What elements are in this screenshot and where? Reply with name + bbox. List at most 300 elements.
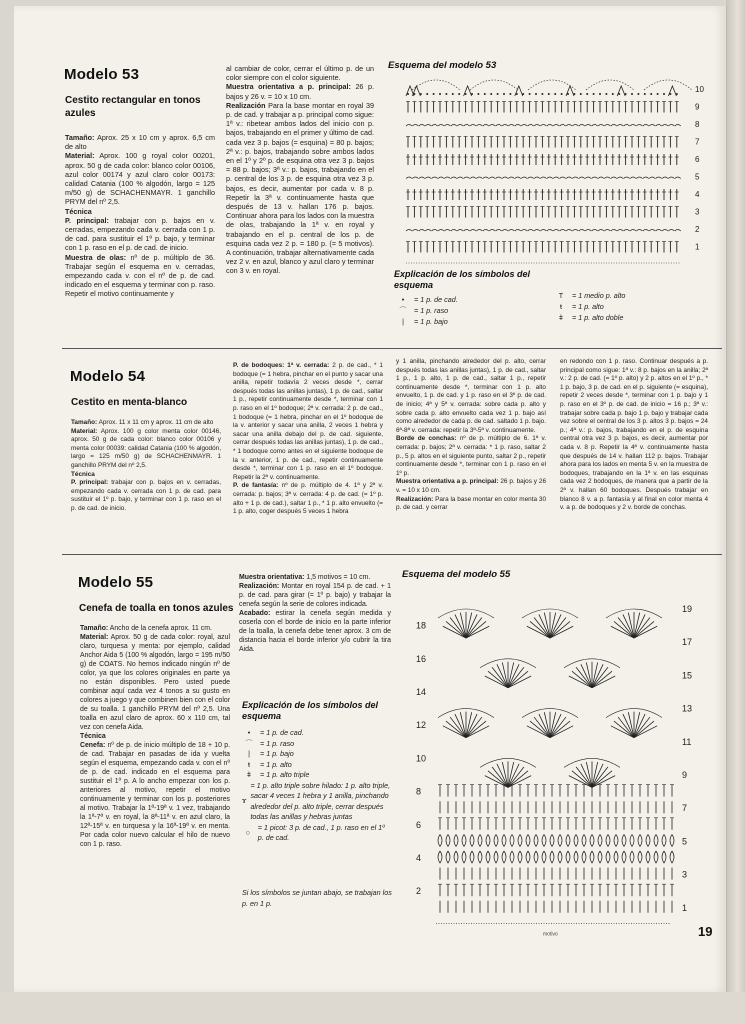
stitch-mark: [462, 834, 466, 846]
paragraph: [233, 482, 383, 516]
chain-stitch-mark: [413, 93, 415, 95]
slip-stitch-mark: [649, 230, 655, 232]
slip-stitch-mark: [553, 230, 559, 232]
model54-title: Modelo 54: [70, 368, 146, 385]
row-number: 1: [682, 902, 688, 913]
paragraph-text: nº de p. múltiplo de 6. 1ª v. cerrada: p. bajos; 2ª v. cerrada: * 1 p. raso, saltar 2 p., 5 p. altos en el siguiente punto, saltar 2 p., repetir continuamente desde *, terminar con 1 p. raso en el 1º p.: [396, 435, 546, 477]
stitch-mark: [566, 834, 570, 846]
legend-row: [242, 781, 392, 823]
paragraph-label: Muestra orientativa a p. principal:: [396, 478, 499, 486]
stitch-mark: [510, 834, 514, 846]
slip-stitch-mark: [668, 230, 674, 232]
stitch-symbol-icon: ŧ: [248, 759, 250, 769]
row-number: 9: [695, 102, 700, 112]
stitch-mark: [670, 834, 674, 846]
paragraph: [396, 358, 546, 435]
chain-stitch-mark: [465, 93, 467, 95]
stitch-mark: [574, 851, 578, 863]
chain-stitch-mark: [567, 93, 569, 95]
paragraph: [239, 573, 391, 582]
paragraph: [396, 478, 546, 495]
stitch-mark: [646, 834, 650, 846]
page-edge-right: [726, 0, 745, 1024]
slip-stitch-mark: [406, 230, 412, 232]
paragraph-label: P. de fantasía:: [233, 482, 279, 490]
legend-row: [242, 739, 392, 750]
slip-stitch-mark: [592, 230, 598, 232]
chain-stitch-mark: [573, 93, 575, 95]
chain-stitch-mark: [676, 93, 678, 95]
row-number: 8: [416, 786, 422, 797]
slip-stitch-mark: [483, 230, 489, 232]
slip-stitch-mark: [624, 230, 630, 232]
paragraph: [226, 82, 374, 100]
slip-stitch-mark: [566, 230, 572, 232]
slip-stitch-mark: [470, 177, 476, 179]
stitch-mark: [606, 834, 610, 846]
page-edge-bottom: [0, 992, 745, 1024]
paragraph-text: nº de p. de inicio múltiplo de 18 + 10 p. de cad. Trabajar en pasadas de ida y vuelta según el esquema, empezando cada v. con el nº de p. de cad. indicado en el esquema para sustituir el 1º p. A lo ancho empezar con los p. anteriores al motivo, repetir el motivo continuamente y terminar con los p. posteriores al motivo. Trabajar la 1ª-19ª v. 1 vez, trabajando la 1ª-7ª v. en royal, la 8ª-11ª v. en azul claro, la 12ª-15ª v. en turquesa y la 16ª-19ª v. en menta. Por cada color nuevo calcular el hilo de nuevo con 1 p. raso.: [80, 742, 230, 848]
stitch-mark: [598, 851, 602, 863]
paragraph: [71, 479, 221, 513]
slip-stitch-mark: [668, 177, 674, 179]
slip-stitch-mark: [649, 125, 655, 127]
slip-stitch-mark: [585, 125, 591, 127]
slip-stitch-mark: [662, 125, 668, 127]
model53-column-1: [65, 133, 215, 299]
slip-stitch-mark: [534, 125, 540, 127]
paragraph: [226, 64, 374, 82]
slip-stitch-mark: [496, 230, 502, 232]
slip-stitch-mark: [483, 177, 489, 179]
chain-stitch-mark: [586, 93, 588, 95]
chain-stitch-mark: [541, 93, 543, 95]
paragraph: [71, 419, 221, 428]
slip-stitch-mark: [547, 177, 553, 179]
row-number: 10: [695, 85, 704, 94]
slip-stitch-mark: [515, 177, 521, 179]
slip-stitch-mark: [675, 177, 681, 179]
legend-text: = 1 p. alto triple: [260, 770, 310, 779]
slip-stitch-mark: [457, 230, 463, 232]
chain-stitch-mark: [650, 93, 652, 95]
slip-stitch-mark: [617, 230, 623, 232]
paragraph: [239, 582, 391, 609]
divider: [62, 348, 722, 349]
row-number: 6: [695, 155, 700, 164]
paragraph-text: 26 p. bajos y 26 v. = 10 x 10 cm.: [396, 478, 547, 494]
model55-column-1: [80, 624, 230, 849]
paragraph: [226, 101, 374, 276]
slip-stitch-mark: [611, 230, 617, 232]
slip-stitch-mark: [464, 177, 470, 179]
slip-stitch-mark: [598, 177, 604, 179]
chain-stitch-mark: [669, 93, 671, 95]
paragraph-label: Material:: [80, 634, 109, 641]
row-number: 5: [695, 172, 700, 182]
slip-stitch-mark: [425, 177, 431, 179]
stitch-symbol-icon: |: [402, 317, 404, 326]
slip-stitch-mark: [406, 177, 412, 179]
row-number: 7: [695, 137, 700, 147]
paragraph-text: Montar en royal 154 p. de cad. + 1 p. de cad. para girar (= 1º p. bajo) y trabajar la cenefa según la serie de colores indicada.: [239, 583, 391, 608]
slip-stitch-mark: [656, 177, 662, 179]
slip-stitch-mark: [438, 177, 444, 179]
chain-stitch-mark: [433, 93, 435, 95]
slip-stitch-mark: [630, 230, 636, 232]
slip-stitch-mark: [521, 125, 527, 127]
chain-stitch-mark: [445, 93, 447, 95]
stitch-mark: [582, 851, 586, 863]
legend-row: [242, 770, 392, 781]
stitch-mark: [582, 834, 586, 846]
paragraph-text: nº de p. múltiplo de 4. 1ª y 2ª v. cerrada: p. bajos; 3ª v. cerrada: 4 p. de cad. (= 1º p. alto + 1 p. de cad.), saltar 1 p., * 1 p. alto envuelto (= 1 p. alto, coger después 5 veces 1 hebra: [233, 482, 383, 516]
slip-stitch-mark: [444, 125, 450, 127]
stitch-mark: [486, 851, 490, 863]
paragraph-label: P. de bodoques: 1ª v. cerrada:: [233, 362, 330, 369]
paragraph-text: Aprox. 100 g color menta color 00146, aprox. 50 g de cada color: blanco color 00106 y menta color 00039: calidad Catania (100 % algodón, largo = 125 m/50 g) de SCHACHENMAYR. 1 ganchillo PRYM del nº 2,5.: [71, 427, 221, 469]
legend-row: [242, 749, 392, 760]
legend-row: [396, 294, 516, 305]
slip-stitch-mark: [630, 125, 636, 127]
chain-stitch-mark: [561, 93, 563, 95]
chain-stitch-mark: [631, 93, 633, 95]
model53-crochet-chart: [386, 74, 716, 266]
slip-stitch-mark: [451, 125, 457, 127]
row-number: 4: [416, 853, 422, 863]
paragraph-text: nº de p. múltiplo de 36. Trabajar según el esquema en v. cerradas, empezando cada v. con el nº de p. de cad. indicado en el esquema y terminar con p. raso. Repetir el motivo continuamente y: [65, 252, 216, 299]
stitch-mark: [518, 834, 522, 846]
stitch-mark: [590, 834, 594, 846]
paragraph: [396, 435, 546, 478]
stitch-mark: [630, 834, 634, 846]
chain-stitch-mark: [657, 93, 659, 95]
paragraph-text: trabajar con p. bajos en v. cerradas, empezando cada v. cerrada con 1 p. de cad. para sustituir el 1º p. bajo, y terminar con 1 p. raso en el p. de cad. de inicio.: [65, 215, 215, 253]
slip-stitch-mark: [643, 177, 649, 179]
paragraph-label: Muestra de olas:: [65, 252, 127, 262]
slip-stitch-mark: [534, 177, 540, 179]
stitch-mark: [550, 834, 554, 846]
slip-stitch-mark: [476, 230, 482, 232]
paragraph: [80, 624, 230, 633]
slip-stitch-mark: [508, 125, 514, 127]
paragraph-label: P. principal:: [65, 215, 109, 225]
stitch-mark: [550, 851, 554, 863]
slip-stitch-mark: [643, 230, 649, 232]
legend-text: = 1 p. bajo: [414, 317, 448, 326]
stitch-mark: [494, 834, 498, 846]
stitch-symbol-icon: |: [248, 749, 250, 758]
chain-stitch-mark: [497, 93, 499, 95]
chain-stitch-mark: [522, 93, 524, 95]
chain-stitch-mark: [490, 93, 492, 95]
legend-row: [554, 290, 694, 301]
legend-row: [554, 312, 694, 323]
stitch-mark: [622, 851, 626, 863]
stitch-mark: [494, 851, 498, 863]
row-number: 2: [416, 886, 422, 897]
slip-stitch-mark: [624, 177, 630, 179]
slip-stitch-mark: [585, 230, 591, 232]
slip-stitch-mark: [489, 230, 495, 232]
stitch-mark: [470, 851, 474, 863]
stitch-mark: [518, 851, 522, 863]
paragraph: [65, 133, 215, 151]
stitch-mark: [606, 851, 610, 863]
stitch-mark: [662, 834, 666, 846]
slip-stitch-mark: [636, 125, 642, 127]
slip-stitch-mark: [451, 230, 457, 232]
slip-stitch-mark: [560, 177, 566, 179]
legend-text: = 1 medio p. alto: [572, 291, 626, 300]
slip-stitch-mark: [643, 125, 649, 127]
slip-stitch-mark: [528, 177, 534, 179]
paragraph: [80, 741, 230, 849]
slip-stitch-mark: [476, 125, 482, 127]
slip-stitch-mark: [656, 125, 662, 127]
slip-stitch-mark: [412, 125, 418, 127]
stitch-symbol-icon: ŧ: [560, 302, 562, 311]
paragraph-text: Aprox. 100 g royal color 00201, aprox. 50 g de cada color: blanco color 00106, azul color 00174 y azul claro color 00173: calidad Catania (100 % algodón, largo = 125 m/50 g) de SCHACHENMAYR. 1 ganchillo PRYM del nº 2,5.: [65, 151, 215, 207]
chain-stitch-mark: [458, 93, 460, 95]
paragraph-label: Técnica: [71, 470, 95, 478]
slip-stitch-mark: [502, 230, 508, 232]
slip-stitch-mark: [553, 177, 559, 179]
slip-stitch-mark: [515, 230, 521, 232]
slip-stitch-mark: [451, 177, 457, 179]
chain-stitch-mark: [637, 93, 639, 95]
slip-stitch-mark: [534, 230, 540, 232]
legend-row: [242, 728, 392, 739]
slip-stitch-mark: [547, 125, 553, 127]
motif-label: motivo: [543, 931, 558, 938]
stitch-mark: [614, 851, 618, 863]
stitch-mark: [502, 851, 506, 863]
stitch-mark: [638, 834, 642, 846]
model54-column-1: [71, 419, 221, 514]
stitch-mark: [644, 80, 692, 90]
slip-stitch-mark: [611, 125, 617, 127]
legend-row: [242, 760, 392, 771]
paragraph: [233, 362, 383, 482]
paragraph-text: 2 p. de cad., * 1 bodoque (= 1 hebra, pinchar en el punto y sacar una anilla, repetir todavía 2 veces desde *, cerrar después todas las anillas juntas), 1 p. de cad., saltar 1 p., repetir continuamente desde *, terminar con 1 p. raso en el 1º bodoque; 2ª v. cerrada: 2 p. de cad., 1 bodoque (= 1 hebra, pinchar en el 1º bodoque de la v. anterior y sacar una anilla, 2 veces 1 hebra y sacar una anilla debajo del p. de cad. siguiente, cerrar después todas las anillas juntas), 1 p. de cad., * 1 bodoque como antes en el siguiente bodoque de la v. anterior, 1 p. de cad., repetir continuamente desde *, terminar con 1 p. raso en el 1º bodoque. Repetir la 2ª v. continuamente.: [233, 362, 383, 481]
paragraph: [71, 471, 221, 480]
slip-stitch-mark: [540, 125, 546, 127]
slip-stitch-mark: [560, 125, 566, 127]
row-number: 8: [695, 120, 700, 129]
slip-stitch-mark: [502, 177, 508, 179]
stitch-mark: [590, 851, 594, 863]
model55-subtitle: Cenefa de toalla en tonos azules: [79, 603, 234, 614]
model55-crochet-chart: [398, 582, 716, 938]
chain-stitch-mark: [612, 93, 614, 95]
paragraph-label: Tamaño:: [71, 419, 98, 426]
paragraph: [71, 428, 221, 471]
row-number: 10: [416, 753, 427, 764]
slip-stitch-mark: [521, 177, 527, 179]
slip-stitch-mark: [470, 125, 476, 127]
paragraph-label: Realización:: [239, 583, 280, 590]
slip-stitch-mark: [636, 177, 642, 179]
row-number: 1: [695, 242, 700, 252]
row-number: 5: [682, 836, 688, 847]
stitch-mark: [454, 851, 458, 863]
slip-stitch-mark: [464, 125, 470, 127]
legend-text: = 1 p. raso: [260, 738, 295, 748]
model55-legend-title: Explicación de los símbolos del esquema: [242, 700, 379, 721]
page-number: 19: [698, 924, 713, 939]
slip-stitch-mark: [521, 230, 527, 232]
slip-stitch-mark: [547, 230, 553, 232]
model54-column-2: [233, 362, 383, 517]
model53-title: Modelo 53: [64, 66, 140, 83]
slip-stitch-mark: [649, 177, 655, 179]
stitch-mark: [438, 851, 442, 863]
stitch-symbol-icon: T: [558, 291, 564, 300]
row-number: 7: [682, 803, 688, 814]
slip-stitch-mark: [528, 230, 534, 232]
row-number: 16: [416, 653, 427, 664]
paragraph-text: Para la base montar en color menta 30 p. de cad. y cerrar: [396, 495, 547, 512]
slip-stitch-mark: [630, 177, 636, 179]
row-number: 13: [682, 703, 693, 714]
model53-subtitle: Cestito rectangular en tonos azules: [65, 95, 201, 119]
chain-stitch-mark: [618, 93, 620, 95]
chain-stitch-mark: [439, 93, 441, 95]
chain-stitch-mark: [516, 93, 518, 95]
legend-text: = 1 p. raso: [414, 306, 449, 315]
stitch-mark: [526, 851, 530, 863]
stitch-symbol-icon: •: [247, 728, 251, 737]
stitch-mark: [566, 851, 570, 863]
model53-legend-right: [554, 290, 694, 323]
chain-stitch-mark: [407, 93, 409, 95]
stitch-mark: [542, 851, 546, 863]
paragraph-label: Realización:: [396, 495, 434, 503]
stitch-mark: [478, 851, 482, 863]
slip-stitch-mark: [662, 177, 668, 179]
slip-stitch-mark: [592, 125, 598, 127]
row-number: 19: [682, 604, 693, 614]
slip-stitch-mark: [592, 177, 598, 179]
legend-text: = 1 p. bajo: [260, 749, 294, 758]
slip-stitch-mark: [585, 177, 591, 179]
stitch-mark: [614, 834, 618, 846]
slip-stitch-mark: [636, 230, 642, 232]
paragraph-text: Ancho de la cenefa aprox. 11 cm.: [109, 625, 212, 632]
stitch-symbol-icon: ɤ: [242, 796, 247, 806]
paragraph: [560, 358, 708, 513]
paragraph-text: trabajar con p. bajos en v. cerradas, empezando cada v. cerrada con 1 p. de cad. para sustituir el 1º p. bajo, y terminar con 1 p. raso en el p. de cad. de inicio.: [71, 479, 221, 512]
slip-stitch-mark: [598, 230, 604, 232]
chain-stitch-mark: [529, 93, 531, 95]
slip-stitch-mark: [604, 230, 610, 232]
slip-stitch-mark: [508, 177, 514, 179]
model55-legend-note: Si los símbolos se juntan abajo, se trabajan los p. en 1 p.: [242, 888, 392, 908]
stitch-symbol-icon: ○: [245, 827, 251, 837]
stitch-mark: [486, 834, 490, 846]
stitch-mark: [534, 834, 538, 846]
slip-stitch-mark: [412, 230, 418, 232]
slip-stitch-mark: [432, 125, 438, 127]
stitch-mark: [558, 851, 562, 863]
paragraph-label: Realización: [226, 100, 266, 110]
chain-stitch-mark: [477, 93, 479, 95]
row-number: 17: [682, 637, 693, 648]
row-number: 3: [695, 207, 700, 217]
stitch-mark: [630, 851, 634, 863]
stitch-mark: [412, 80, 460, 90]
slip-stitch-mark: [496, 125, 502, 127]
paragraph-text: 26 p. bajos y 26 v. = 10 x 10 cm.: [226, 82, 374, 101]
slip-stitch-mark: [470, 230, 476, 232]
slip-stitch-mark: [624, 125, 630, 127]
model54-column-3: [396, 358, 546, 513]
paragraph-label: Técnica: [65, 206, 92, 216]
slip-stitch-mark: [483, 125, 489, 127]
slip-stitch-mark: [425, 230, 431, 232]
slip-stitch-mark: [457, 125, 463, 127]
slip-stitch-mark: [444, 177, 450, 179]
slip-stitch-mark: [604, 177, 610, 179]
row-number: 9: [682, 770, 688, 780]
paragraph: [80, 633, 230, 732]
paragraph-label: Material:: [71, 427, 98, 435]
stitch-mark: [646, 851, 650, 863]
paragraph: [80, 732, 230, 741]
stitch-mark: [670, 851, 674, 863]
paragraph: [65, 253, 215, 299]
slip-stitch-mark: [419, 177, 425, 179]
row-number: 12: [416, 720, 427, 731]
paragraph-text: 1,5 motivos = 10 cm.: [306, 574, 371, 581]
row-number: 14: [416, 687, 427, 697]
paragraph: [239, 609, 391, 654]
slip-stitch-mark: [572, 177, 578, 179]
chain-stitch-mark: [484, 93, 486, 95]
paragraph-text: Aprox. 25 x 10 cm y aprox. 6,5 cm de alto: [65, 133, 215, 152]
paragraph: [396, 496, 546, 513]
slip-stitch-mark: [662, 230, 668, 232]
stitch-mark: [534, 851, 538, 863]
stitch-mark: [638, 851, 642, 863]
stitch-mark: [526, 834, 530, 846]
magazine-page: [14, 6, 727, 992]
row-number: 11: [682, 736, 692, 747]
slip-stitch-mark: [598, 125, 604, 127]
chain-stitch-mark: [420, 93, 422, 95]
chain-stitch-mark: [599, 93, 601, 95]
slip-stitch-mark: [579, 177, 585, 179]
paragraph-label: Borde de conchas:: [396, 435, 457, 443]
model55-title: Modelo 55: [78, 574, 154, 591]
slip-stitch-mark: [432, 177, 438, 179]
legend-text: = 1 p. de cad.: [414, 295, 458, 304]
paragraph-text: Para la base montar en royal 39 p. de cad. y trabajar a p. principal como sigue: 1ª v.: ribetear ambos lados del inicio con p. bajos, trabajando en el primer y último de cad. cada vez 3 p. bajos (= esquina) = 80 p. bajos; 2ª v.: p. bajos, trabajando sobre ambos lados en el 1º y 2º p. de esquina otra vez 3 p. bajos = 88 p. bajos; 3ª v.: p. bajos, trabajando en el p. central de los 3 p. de esquina otra vez 3 p. bajos, es decir, aumentar por cada v. 8 p. Repetir la 3ª v. continuamente hasta que después de 13 v. hallan 176 p. bajos. Continuar ahora para los lados con la muestra de olas, trabajando la 1ª v. en royal y trabajando en el p. central de los p. de esquina cada vez 2 p. = 180 p. (= 5 motivos). A continuación, trabajar alternativamente cada vez 2 v. en azul, blanco y azul claro y terminar con 3 v. en royal.: [226, 100, 374, 276]
row-number: 3: [682, 869, 688, 880]
chain-stitch-mark: [452, 93, 454, 95]
slip-stitch-mark: [425, 125, 431, 127]
stitch-mark: [574, 834, 578, 846]
slip-stitch-mark: [419, 125, 425, 127]
stitch-mark: [470, 80, 518, 90]
slip-stitch-mark: [444, 230, 450, 232]
chain-stitch-mark: [580, 93, 582, 95]
slip-stitch-mark: [611, 177, 617, 179]
slip-stitch-mark: [457, 177, 463, 179]
slip-stitch-mark: [419, 230, 425, 232]
slip-stitch-mark: [604, 125, 610, 127]
